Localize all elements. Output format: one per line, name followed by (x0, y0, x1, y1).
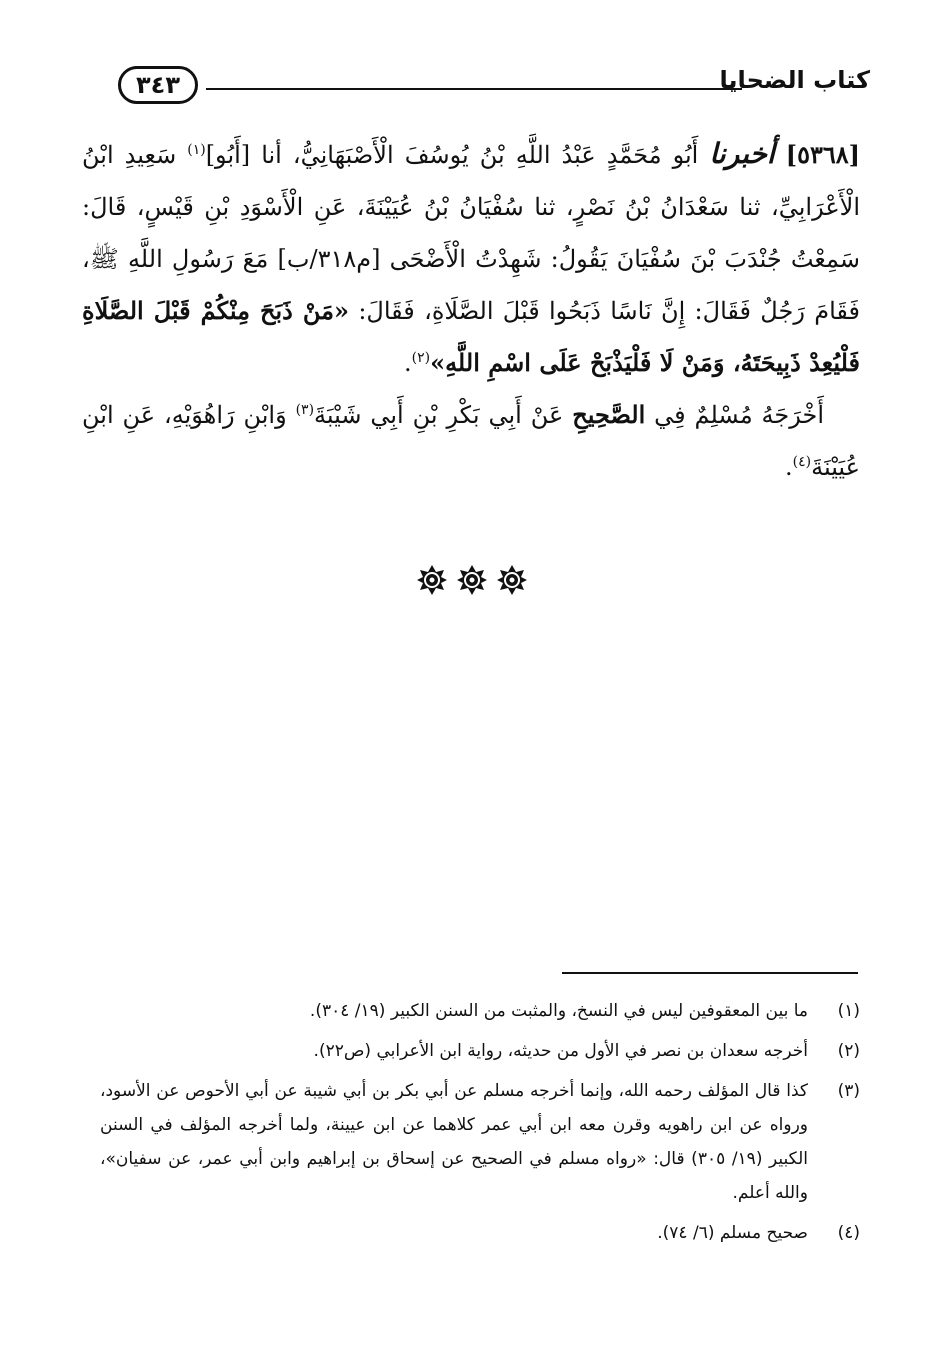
footnote-number: (٢) (837, 1041, 860, 1061)
hadith-paragraph (82, 128, 860, 389)
chapter-title: كتاب الضحايا (719, 66, 870, 94)
section-ornament (416, 564, 528, 596)
footnote-number: (٣) (837, 1081, 860, 1101)
footnote-ref-3[interactable]: (٣) (295, 402, 315, 418)
sahih-title: الصَّحِيحِ (572, 400, 646, 429)
footnote-text: ما بين المعقوفين ليس في النسخ، والمثبت من السنن الكبير (١٩/ ٣٠٤). (309, 1001, 808, 1021)
narration-opener: أخبرنا (709, 137, 775, 170)
hadith-number: [٥٣٦٨] (785, 140, 860, 169)
para2-end: . (784, 453, 793, 481)
page-number: ٣٤٣ (118, 66, 198, 104)
footnote-ref-1[interactable]: (١) (187, 142, 206, 158)
footnote-4 (100, 1216, 860, 1250)
footnote-2 (100, 1034, 860, 1068)
isnad-text-2: سَعِيدِ ابْنُ الْأَعْرَابِيِّ، ثنا سَعْدَانُ بْنُ نَصْرٍ، ثنا سُفْيَانُ بْنُ عُيَيْنَةَ، عَنِ الْأَسْوَدِ بْنِ قَيْسٍ، قَالَ: سَمِعْتُ جُنْدَبَ بْنَ سُفْيَانَ يَقُولُ: شَهِدْتُ الْأَضْحَى [م٣١٨/ب] مَعَ رَسُولِ اللَّهِ ﷺ، فَقَامَ رَجُلٌ فَقَالَ: إِنَّ نَاسًا ذَبَحُوا قَبْلَ الصَّلَاةِ، فَقَالَ: (82, 141, 860, 325)
footnote-number: (٤) (837, 1223, 860, 1243)
isnad-text-1: أَبُو مُحَمَّدٍ عَبْدُ اللَّهِ بْنُ يُوسُفَ الْأَصْبَهَانِيُّ، أنا [أَبُو] (205, 141, 710, 169)
footnote-text: صحيح مسلم (٦/ ٧٤). (657, 1223, 808, 1243)
para1-end: . (403, 349, 412, 377)
footnote-text: أخرجه سعدان بن نصر في الأول من حديثه، رواية ابن الأعرابي (ص٢٢). (313, 1041, 808, 1061)
footnote-ref-2[interactable]: (٢) (411, 350, 431, 366)
footnote-ref-4[interactable]: (٤) (792, 454, 812, 470)
page-header (118, 66, 870, 106)
takhrij-text-3: وَابْنِ رَاهُوَيْهِ، عَنِ ابْنِ عُيَيْنَةَ (82, 401, 860, 481)
footnote-1 (100, 994, 860, 1028)
rosette-icon (496, 564, 528, 596)
takhrij-text-1: أَخْرَجَهُ مُسْلِمٌ فِي (645, 401, 825, 429)
takhrij-paragraph (82, 389, 860, 493)
header-rule (206, 88, 742, 90)
takhrij-text-2: عَنْ أَبِي بَكْرِ بْنِ أَبِي شَيْبَةَ (314, 401, 573, 429)
footnote-separator (562, 972, 858, 974)
footnote-text: كذا قال المؤلف رحمه الله، وإنما أخرجه مسلم عن أبي بكر بن أبي شيبة عن أبي الأحوص عن الأسود، ورواه عن ابن راهويه وقرن معه ابن أبي عمر كلاهما عن ابن عيينة، ولما أخرجه المؤلف في السنن الكبير (١٩/ ٣٠٥) قال: «رواه مسلم في الصحيح عن إسحاق بن إبراهيم وابن أبي عمر، عن سفيان»، والله أعلم. (100, 1081, 808, 1203)
footnote-number: (١) (837, 1001, 860, 1021)
footnotes (100, 994, 860, 1256)
hadith-quote: «مَنْ ذَبَحَ مِنْكُمْ قَبْلَ الصَّلَاةِ فَلْيُعِدْ ذَبِيحَتَهُ، وَمَنْ لَا فَلْيَذْبَحْ عَلَى اسْمِ اللَّهِ» (82, 296, 860, 377)
rosette-icon (416, 564, 448, 596)
footnote-3 (100, 1074, 860, 1210)
main-text (82, 128, 860, 493)
rosette-icon (456, 564, 488, 596)
